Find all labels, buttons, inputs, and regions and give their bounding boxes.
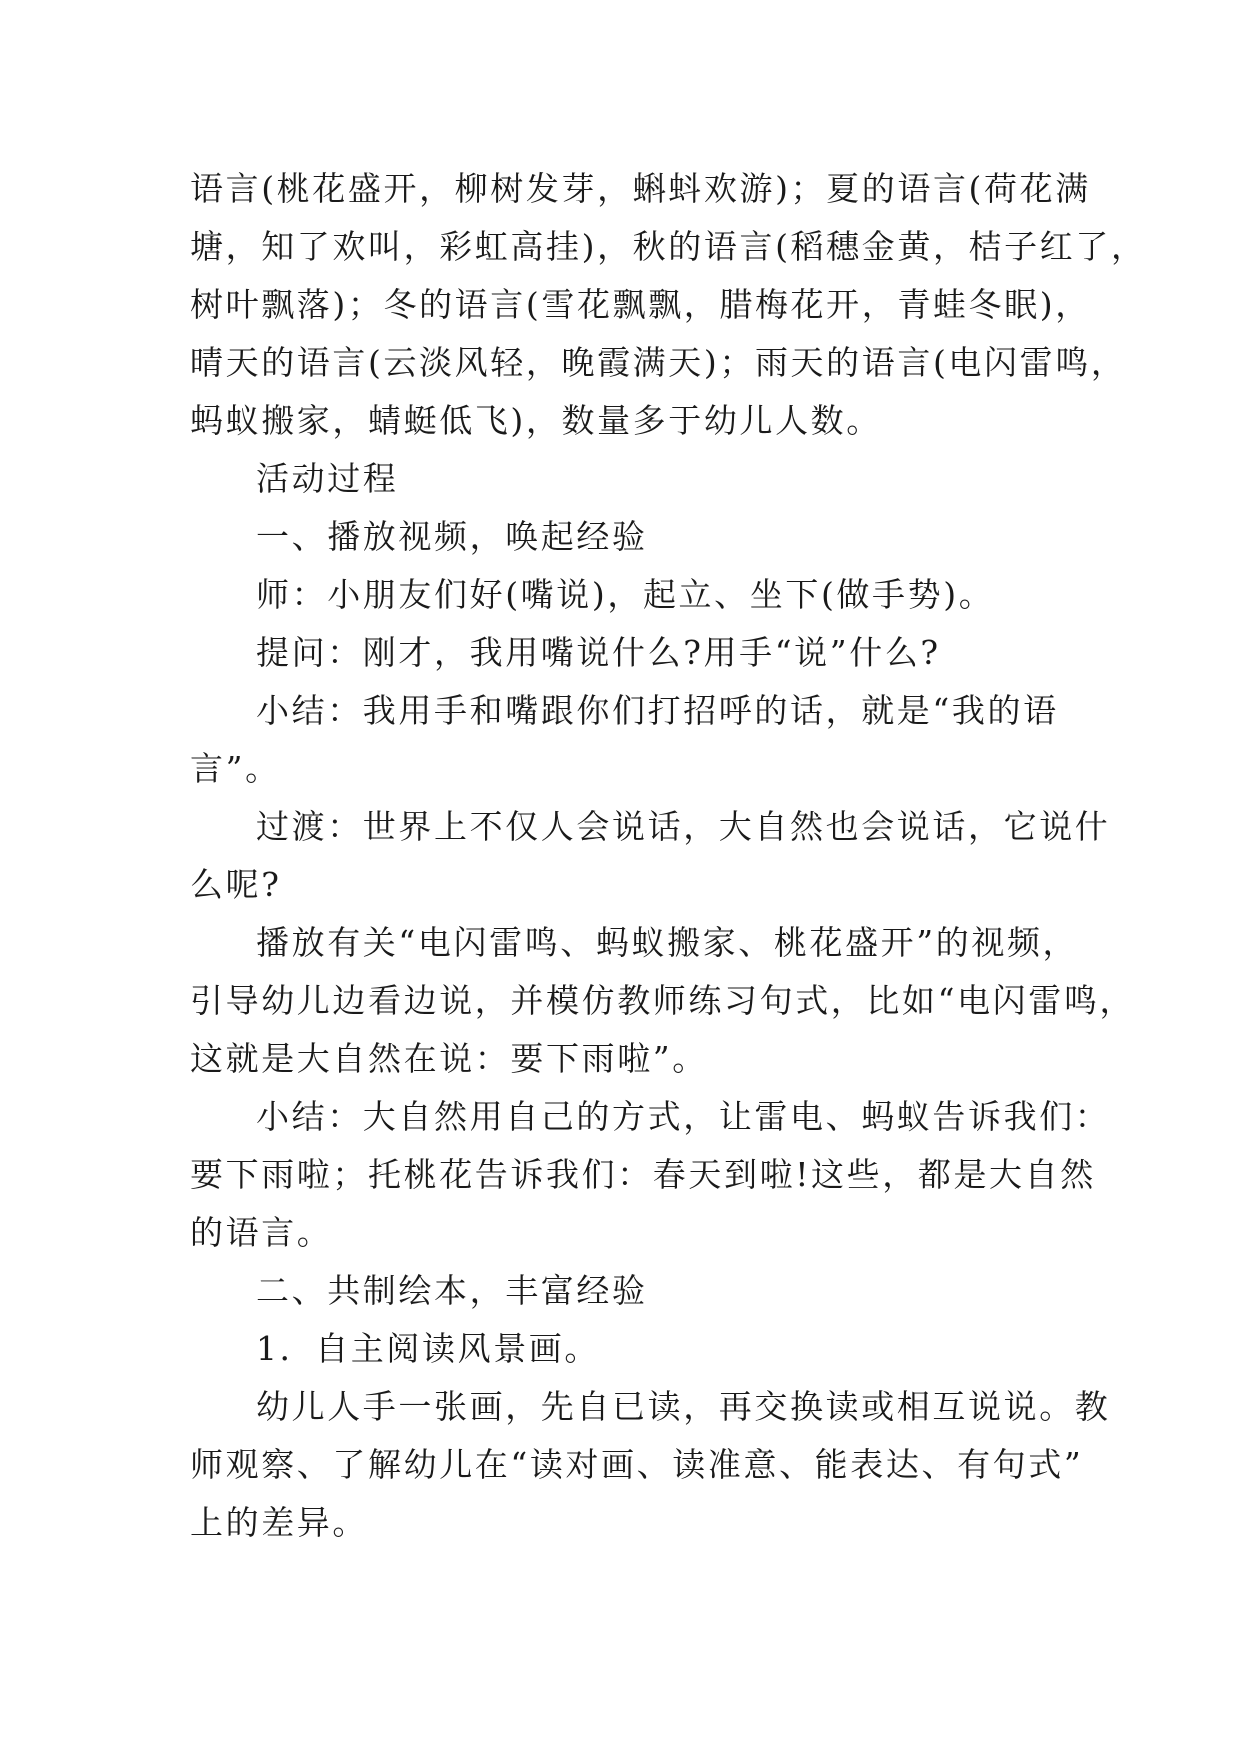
text-line: 晴天的语言(云淡风轻，晚霞满天)；雨天的语言(电闪雷鸣，	[190, 343, 1127, 382]
text-line: 语言(桃花盛开，柳树发芽，蝌蚪欢游)；夏的语言(荷花满	[190, 169, 1091, 208]
text-line: 蚂蚁搬家，蜻蜓低飞)，数量多于幼儿人数。	[190, 401, 882, 440]
text-line: 幼儿人手一张画，先自已读，再交换读或相互说说。教	[256, 1387, 1111, 1426]
text-line: 塘，知了欢叫，彩虹高挂)，秋的语言(稻穗金黄，桔子红了，	[190, 227, 1147, 266]
text-line: 这就是大自然在说：要下雨啦”。	[190, 1039, 708, 1078]
text-line: 么呢?	[190, 865, 282, 904]
text-line: 小结：大自然用自己的方式，让雷电、蚂蚁告诉我们：	[256, 1097, 1111, 1136]
text-line: 言”。	[190, 749, 281, 788]
text-line: 要下雨啦；托桃花告诉我们：春天到啦!这些，都是大自然	[190, 1155, 1096, 1194]
text-line: 提问：刚才，我用嘴说什么?用手“说”什么?	[256, 633, 941, 672]
text-line: 树叶飘落)；冬的语言(雪花飘飘，腊梅花开，青蛙冬眠)，	[190, 285, 1091, 324]
text-line: 过渡：世界上不仅人会说话，大自然也会说话，它说什	[256, 807, 1111, 846]
text-line: 师：小朋友们好(嘴说)，起立、坐下(做手势)。	[256, 575, 995, 614]
text-line: 小结：我用手和嘴跟你们打招呼的话，就是“我的语	[256, 691, 1059, 730]
text-line: 1．自主阅读风景画。	[256, 1329, 600, 1368]
text-line: 上的差异。	[190, 1503, 368, 1542]
document-page	[190, 160, 1147, 1552]
text-line: 一、播放视频，唤起经验	[256, 517, 648, 556]
text-line: 播放有关“电闪雷鸣、蚂蚁搬家、桃花盛开”的视频，	[256, 923, 1079, 962]
text-line: 二、共制绘本，丰富经验	[256, 1271, 648, 1310]
text-line: 引导幼儿边看边说，并模仿教师练习句式，比如“电闪雷鸣，	[190, 981, 1136, 1020]
text-line: 师观察、了解幼儿在“读对画、读准意、能表达、有句式”	[190, 1445, 1084, 1484]
text-line: 的语言。	[190, 1213, 333, 1252]
text-line: 活动过程	[256, 459, 399, 498]
